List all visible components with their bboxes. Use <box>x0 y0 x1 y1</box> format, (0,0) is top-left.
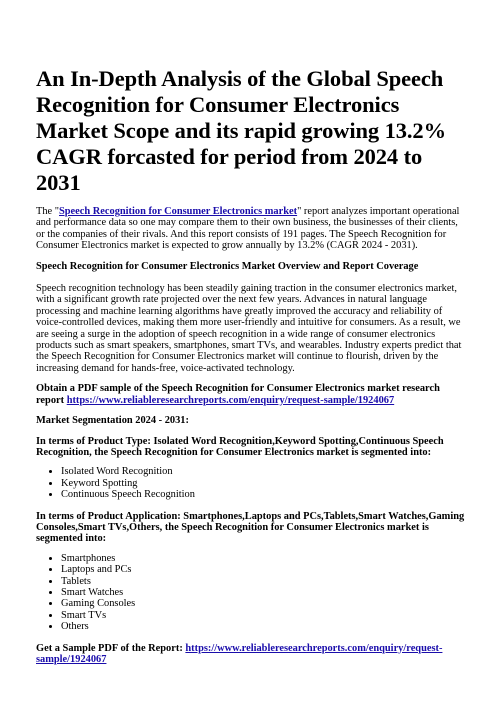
list-item: • Keyword Spotting <box>61 478 468 489</box>
intro-suffix: " report analyzes important operational and performance data so one may compare them to their own business, the businesses of their clients, or the companies of their rivals. And this report consists of 191 pages. The Speech Recognition for Consumer Electronics market is expected to grow annually by 13.2% (CAGR 2024 - 2031). <box>36 206 460 252</box>
intro-paragraph <box>36 206 468 252</box>
list-item: • Smart TVs <box>61 610 468 621</box>
sample-pdf-paragraph <box>36 643 468 666</box>
list-item: • Laptops and PCs <box>61 564 468 575</box>
product-type-heading: In terms of Product Type: Isolated Word Recognition,Keyword Spotting,Continuous Speech Recognition, the Speech Recognition for Consumer Electronics market is segmented into: <box>36 435 444 458</box>
overview-paragraph: Speech recognition technology has been steadily gaining traction in the consumer electronics market, with a significant growth rate projected over the next few years. Advances in natural language processing and machine learning algorithms have greatly improved the accuracy and reliability of voice-controlled devices, making them more user-friendly and intuitive for consumers. As a result, we are seeing a surge in the adoption of speech recognition in a wide range of consumer electronics products such as smart speakers, smartphones, smart TVs, and wearables. Industry experts predict that the Speech Recognition for Consumer Electronics market will continue to flourish, driven by the increasing demand for hands-free, voice-activated technology. <box>36 283 462 374</box>
list-item: • Continuous Speech Recognition <box>61 489 468 500</box>
sample-pdf-text: Get a Sample PDF of the Report: <box>36 642 186 654</box>
sample-request-paragraph <box>36 383 468 406</box>
page-title: An In-Depth Analysis of the Global Speech Recognition for Consumer Electronics Market Scope and its rapid growing 13.2% CAGR forcasted for period from 2024 to 2031 <box>36 66 446 195</box>
overview-heading: Speech Recognition for Consumer Electronics Market Overview and Report Coverage <box>36 260 419 272</box>
list-item: • Smartphones <box>61 553 468 564</box>
application-heading: In terms of Product Application: Smartphones,Laptops and PCs,Tablets,Smart Watches,Gaming Consoles,Smart TVs,Others, the Speech Recognition for Consumer Electronics market is segmented into: <box>36 510 465 545</box>
list-item: • Others <box>61 621 468 632</box>
segmentation-title: Market Segmentation 2024 - 2031: <box>36 415 189 427</box>
product-type-list <box>36 466 468 500</box>
sample-request-link[interactable]: https://www.reliableresearchreports.com/enquiry/request-sample/1924067 <box>66 394 395 406</box>
list-item: • Gaming Consoles <box>61 598 468 609</box>
list-item: • Smart Watches <box>61 587 468 598</box>
list-item: • Isolated Word Recognition <box>61 466 468 477</box>
market-report-link[interactable]: Speech Recognition for Consumer Electronics market <box>59 206 298 217</box>
application-list <box>36 553 468 633</box>
sample-request-text: Obtain a PDF sample of the Speech Recognition for Consumer Electronics market research report <box>36 383 440 406</box>
intro-prefix: The " <box>36 206 59 217</box>
sample-pdf-link[interactable]: https://www.reliableresearchreports.com/enquiry/request-sample/1924067 <box>36 642 443 665</box>
list-item: • Tablets <box>61 576 468 587</box>
